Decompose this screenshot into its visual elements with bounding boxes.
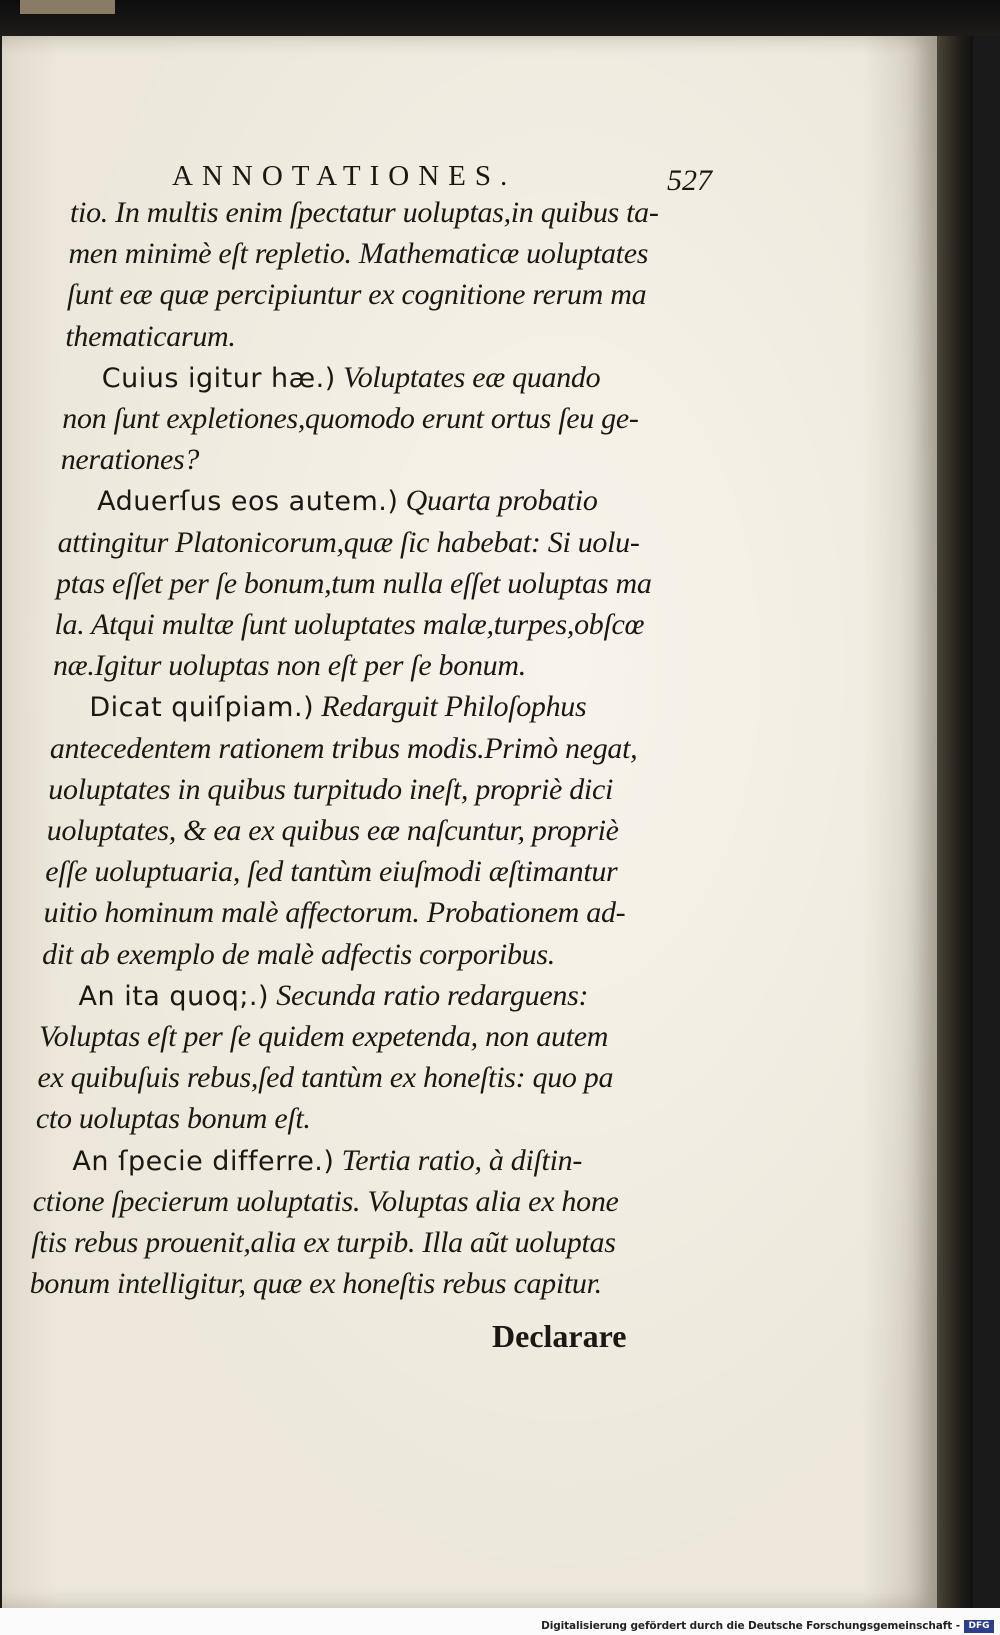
line-text: attingitur Platonicorum,quæ ſic habebat: Si uolu- — [57, 525, 640, 559]
line-text: men minimè eſt repletio. Mathematicæ uoluptates — [68, 237, 649, 271]
text-line — [42, 938, 555, 972]
line-text: Voluptas eſt per ſe quidem expetenda, non autem — [39, 1020, 609, 1053]
line-text: Voluptates eæ quando — [335, 360, 601, 394]
dfg-logo: DFG — [964, 1620, 994, 1633]
line-text: ſunt eæ quæ percipiuntur ex cognitione rerum ma — [66, 278, 647, 312]
text-line — [48, 773, 613, 807]
text-line — [61, 443, 199, 477]
line-text: uoluptates, & ea ex quibus eæ naſcuntur, propriè — [46, 814, 619, 847]
line-text: Tertia ratio, à diſtin- — [334, 1143, 583, 1177]
text-line — [30, 1267, 602, 1301]
text-line — [67, 278, 646, 312]
line-text: la. Atqui multæ ſunt uoluptates malæ,turpes,obſcœ — [54, 608, 645, 641]
text-line — [72, 1144, 582, 1178]
line-text: ſtis rebus prouenit,alia ex turpib. Illa aũt uoluptas — [31, 1226, 616, 1259]
line-text: uoluptates in quibus turpitudo ineſt, propriè dici — [48, 772, 614, 806]
digitization-credit: Digitalisierung gefördert durch die Deutsche Forschungsgemeinschaft - — [541, 1620, 960, 1632]
line-text: ptas eſſet per ſe bonum,tum nulla eſſet uoluptas ma — [56, 566, 652, 600]
text-line — [47, 814, 619, 848]
line-text: bonum intelligitur, quæ ex honeſtis rebus capitur. — [29, 1267, 602, 1301]
line-text: uitio hominum malè affectorum. Probationem ad- — [43, 896, 626, 930]
text-line — [62, 402, 638, 436]
page-edge-shadow — [937, 36, 973, 1608]
text-line — [79, 979, 589, 1013]
line-text: ctione ſpecierum uoluptatis. Voluptas alia ex hone — [32, 1184, 619, 1218]
line-text: tio. In multis enim ſpectatur uoluptas,in quibus ta- — [70, 196, 659, 229]
catchword: Declarare — [492, 1318, 627, 1354]
binding-cloth — [20, 0, 115, 14]
line-text: næ.Igitur uoluptas non eſt per ſe bonum. — [52, 649, 526, 683]
line-text: Secunda ratio redarguens: — [269, 978, 589, 1012]
line-text: eſſe uoluptuaria, ſed tantùm eiuſmodi æſtimantur — [45, 855, 618, 889]
text-line — [53, 649, 526, 683]
line-text: non ſunt expletiones,quomodo erunt ortus ſeu ge- — [62, 402, 639, 435]
text-line — [102, 361, 601, 395]
text-line — [68, 237, 648, 271]
text-line — [31, 1226, 615, 1260]
line-text: antecedentem rationem tribus modis.Primò negat, — [49, 731, 638, 765]
running-title: ANNOTATIONES. — [172, 160, 517, 192]
scan-top-border — [0, 0, 1000, 36]
page-number: 527 — [667, 164, 712, 197]
line-text: nerationes? — [60, 443, 200, 477]
text-line — [56, 567, 651, 601]
text-line — [44, 896, 626, 930]
text-line — [97, 484, 597, 518]
lemma: Cuius igitur hæ.) — [101, 362, 336, 394]
text-line — [58, 526, 640, 560]
lemma: An ita quoq;.) — [78, 980, 270, 1012]
line-text: thematicarum. — [65, 319, 236, 353]
text-line — [36, 1102, 311, 1136]
lemma: Aduerſus eos autem.) — [97, 486, 399, 518]
text-line — [45, 855, 617, 889]
text-line — [37, 1061, 613, 1095]
line-text: Quarta probatio — [398, 484, 598, 518]
text-line — [89, 690, 586, 724]
line-text: cto uoluptas bonum eſt. — [35, 1102, 311, 1136]
text-line — [50, 732, 637, 766]
text-line — [33, 1185, 619, 1219]
line-text: dit ab exemplo de malè adfectis corporibus. — [42, 937, 555, 971]
text-line — [70, 196, 659, 230]
lemma: Dicat quiſpiam.) — [89, 692, 315, 724]
lemma: An ſpecie differre.) — [72, 1145, 335, 1177]
text-line — [39, 1020, 608, 1054]
line-text: Redarguit Philoſophus — [314, 690, 587, 724]
text-line — [55, 608, 645, 642]
line-text: ex quibuſuis rebus,ſed tantùm ex honeſtis: quo pa — [37, 1061, 614, 1095]
text-line — [65, 320, 235, 354]
page-header — [172, 160, 732, 200]
